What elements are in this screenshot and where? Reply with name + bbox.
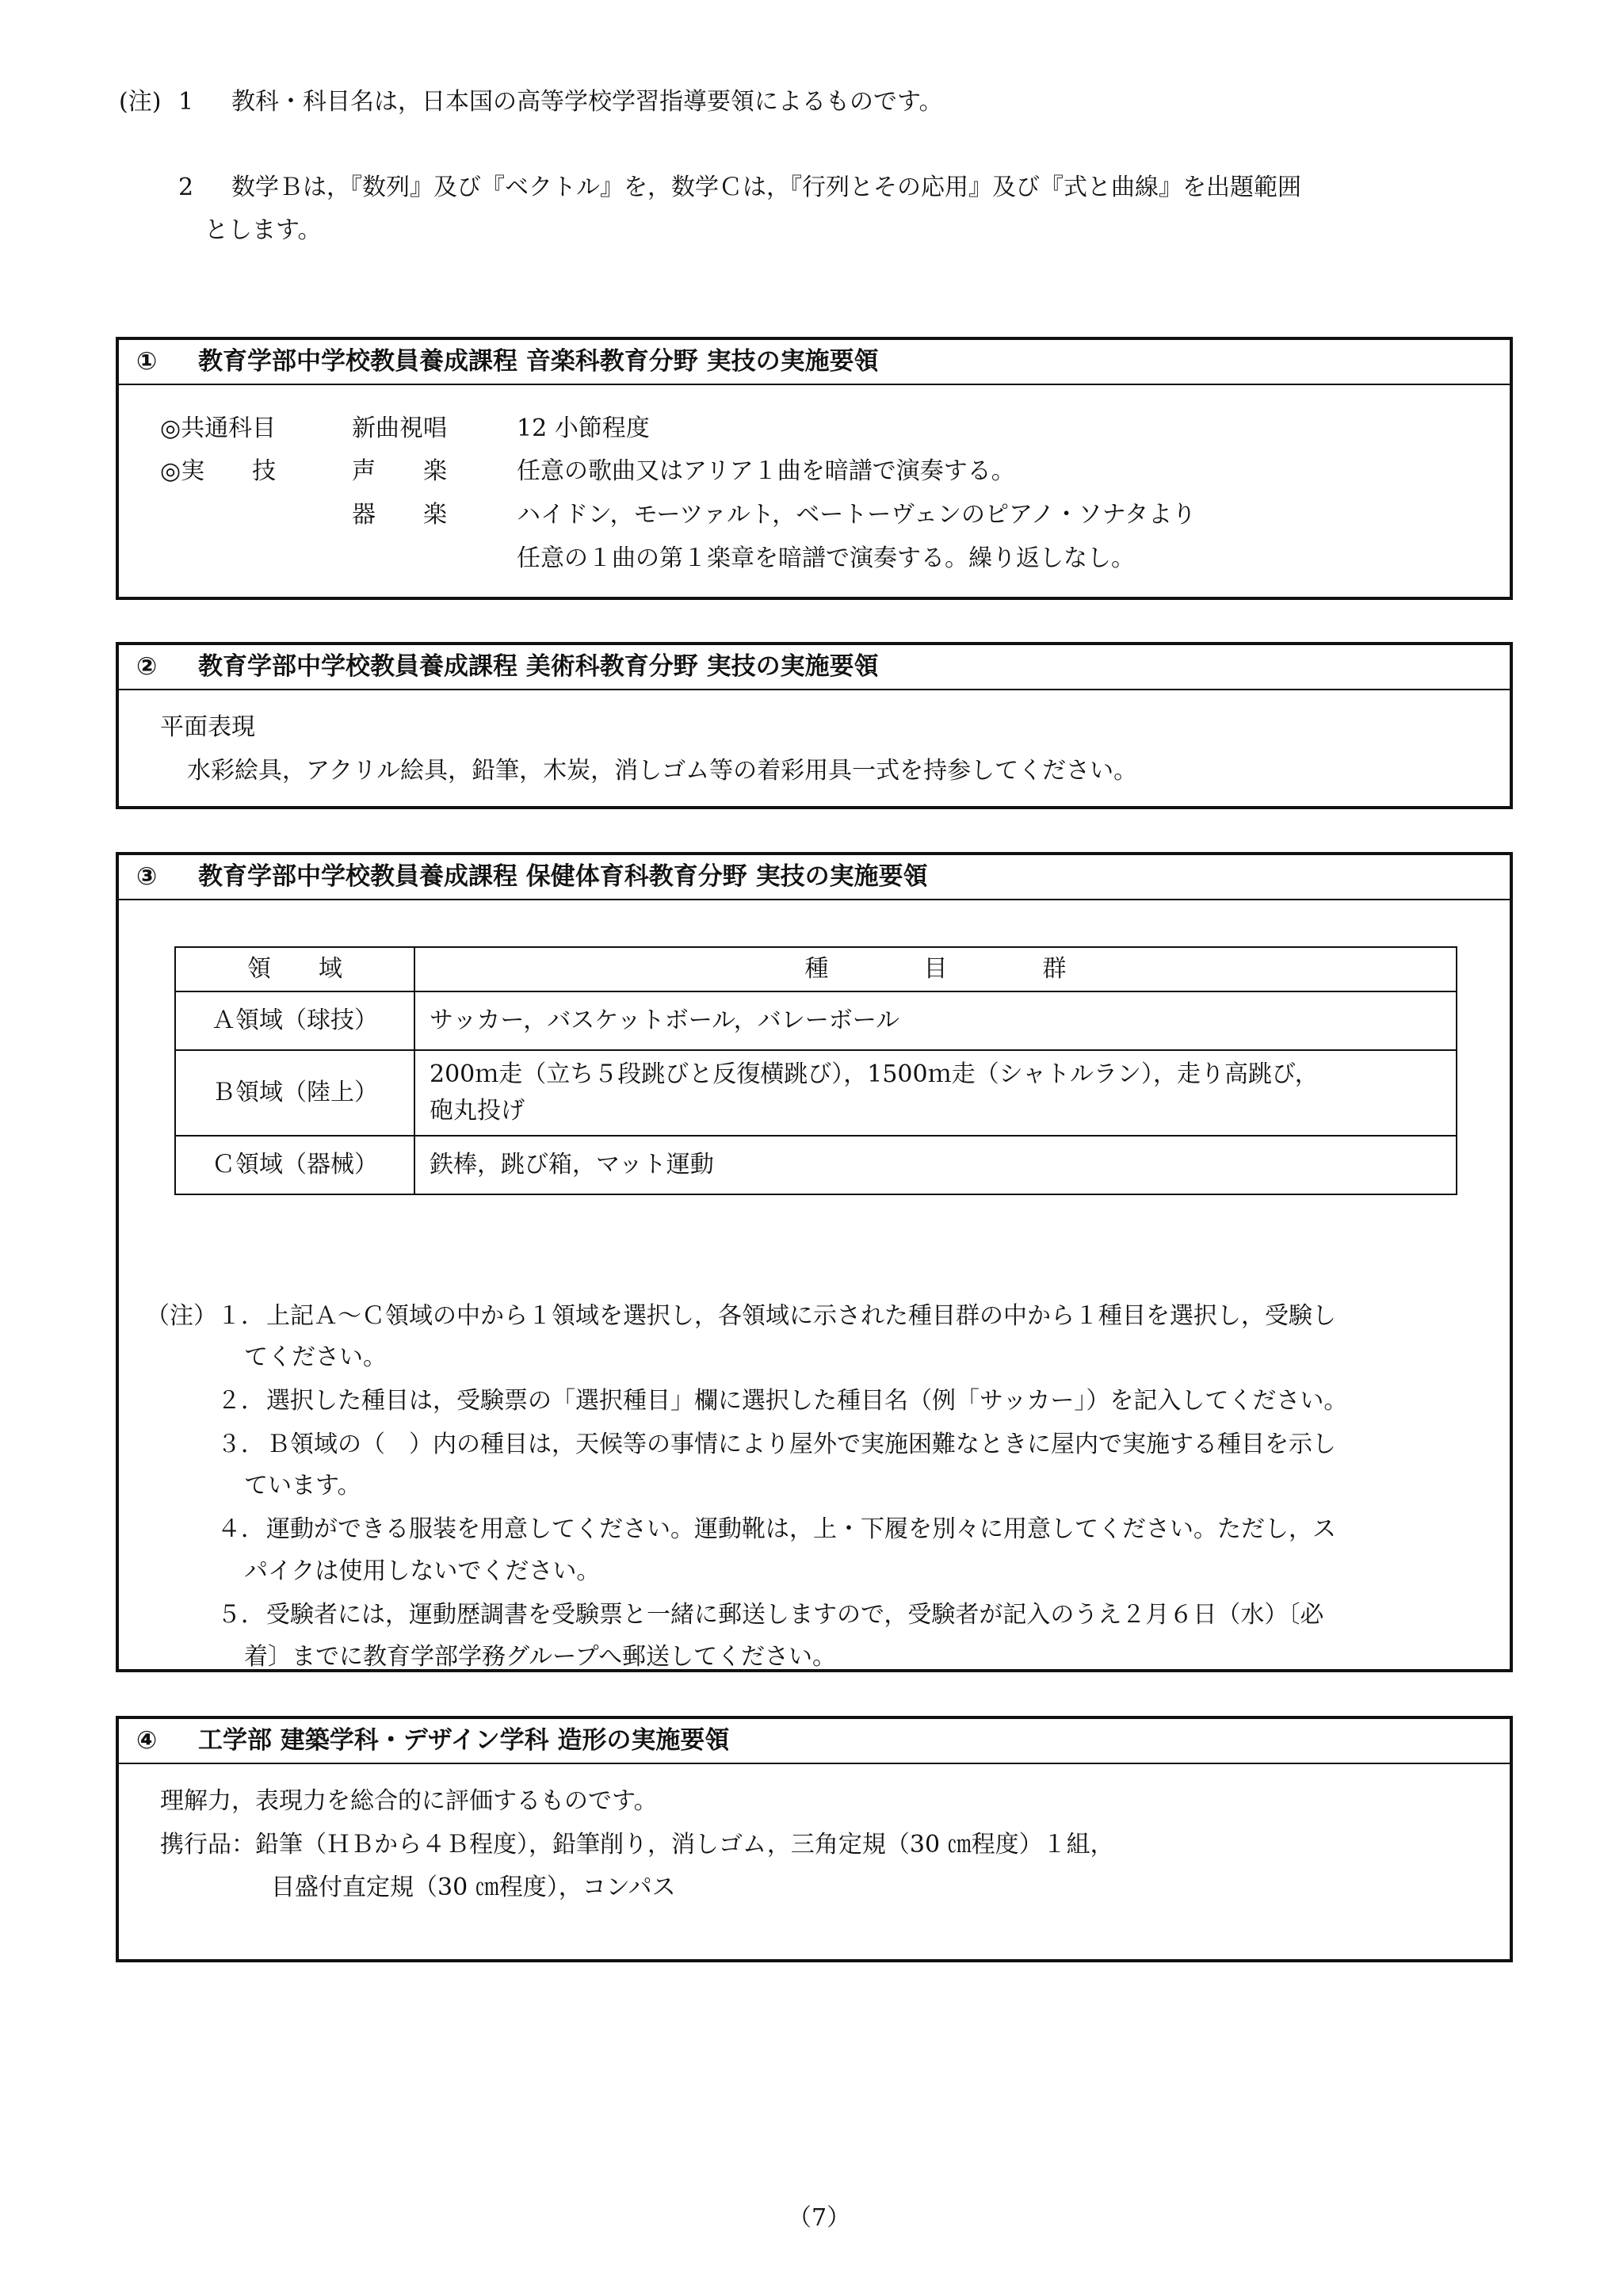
header-domain: 領 域 xyxy=(175,947,414,991)
pe-note-number: ２． xyxy=(217,1387,265,1415)
note-2-line-2: とします。 xyxy=(204,216,322,244)
vocal-detail: 任意の歌曲又はアリア１曲を暗譜で演奏する。 xyxy=(517,457,1015,485)
note-1-number: 1 xyxy=(178,88,194,116)
section-architecture xyxy=(116,1716,1513,1962)
instrument-detail-1: ハイドン，モーツァルト，ベートーヴェンのピアノ・ソナタより xyxy=(517,501,1197,529)
events-cell xyxy=(414,1050,1457,1136)
architecture-line-1: 理解力，表現力を総合的に評価するものです。 xyxy=(160,1787,658,1815)
instrument-item: 器 楽 xyxy=(352,501,447,529)
section-title: 工学部 建築学科・デザイン学科 造形の実施要領 xyxy=(198,1726,730,1755)
pe-note-text: 運動ができる服装を用意してください。運動靴は，上・下履を別々に用意してください。ただし，ス xyxy=(266,1515,1336,1543)
practical-label: ◎実 技 xyxy=(160,457,277,485)
note-2-number: 2 xyxy=(178,174,194,201)
common-subject-item: 新曲視唱 xyxy=(352,415,447,442)
architecture-items-line: 携行品：鉛筆（ＨＢから４Ｂ程度），鉛筆削り，消しゴム，三角定規（30 ㎝程度）１組， xyxy=(160,1831,1114,1859)
section-music-header xyxy=(119,340,1510,385)
common-subject-detail: 12 小節程度 xyxy=(517,415,650,442)
note-2-line-1: 数学Ｂは，『数列』及び『ベクトル』を，数学Ｃは，『行列とその応用』及び『式と曲線』を出題範囲 xyxy=(231,174,1301,201)
art-line-1: 平面表現 xyxy=(160,713,255,741)
pe-note-text: 上記Ａ～Ｃ領域の中から１領域を選択し，各領域に示された種目群の中から１種目を選択し，受験し xyxy=(266,1302,1336,1330)
section-number: ③ xyxy=(136,862,158,891)
section-music xyxy=(116,337,1513,600)
note-1-text: 教科・科目名は，日本国の高等学校学習指導要領によるものです。 xyxy=(231,88,943,116)
table-header-row xyxy=(175,947,1457,991)
events-line-2: 砲丸投げ xyxy=(430,1097,525,1125)
pe-note-number: ５． xyxy=(217,1601,265,1629)
pe-notes-label: （注） xyxy=(146,1302,217,1330)
pe-note-text-continued: てください。 xyxy=(244,1343,387,1371)
events-table xyxy=(174,946,1457,1195)
pe-note-text: Ｂ領域の（ ）内の種目は，天候等の事情により屋外で実施困難なときに屋内で実施する種目を示し xyxy=(266,1431,1336,1458)
section-number: ① xyxy=(136,347,158,376)
section-title: 教育学部中学校教員養成課程 美術科教育分野 実技の実施要領 xyxy=(198,652,879,681)
table-row xyxy=(175,1050,1457,1136)
pe-note-number: １． xyxy=(217,1302,265,1330)
header-events: 種 目 群 xyxy=(414,947,1457,991)
notes-label: (注) xyxy=(119,88,162,116)
events-cell: 鉄棒，跳び箱，マット運動 xyxy=(414,1136,1457,1194)
common-subject-label: ◎共通科目 xyxy=(160,415,277,442)
art-line-2: 水彩絵具，アクリル絵具，鉛筆，木炭，消しゴム等の着彩用具一式を持参してください。 xyxy=(187,757,1138,785)
section-title: 教育学部中学校教員養成課程 保健体育科教育分野 実技の実施要領 xyxy=(198,862,928,891)
pe-note-text-continued: パイクは使用しないでください。 xyxy=(244,1557,601,1585)
architecture-items-line-continued: 目盛付直定規（30 ㎝程度），コンパス xyxy=(271,1874,676,1901)
events-line-1: 200ｍ走（立ち５段跳びと反復横跳び），1500ｍ走（シャトルラン），走り高跳び， xyxy=(430,1060,1319,1088)
section-architecture-header xyxy=(119,1719,1510,1764)
section-art-header xyxy=(119,645,1510,690)
pe-note-text: 選択した種目は，受験票の「選択種目」欄に選択した種目名（例「サッカー」）を記入してください。 xyxy=(266,1387,1348,1415)
pe-note-text: 受験者には，運動歴調書を受験票と一緒に郵送しますので，受験者が記入のうえ２月６日（水）〔必 xyxy=(266,1601,1324,1629)
pe-note-text-continued: ています。 xyxy=(244,1472,361,1499)
pe-note-number: ３． xyxy=(217,1431,265,1458)
pe-note-number: ４． xyxy=(217,1515,265,1543)
section-pe xyxy=(116,852,1513,1672)
section-title: 教育学部中学校教員養成課程 音楽科教育分野 実技の実施要領 xyxy=(198,347,879,376)
pe-note-text-continued: 着〕までに教育学部学務グループへ郵送してください。 xyxy=(244,1643,836,1671)
domain-cell: Ｂ領域（陸上） xyxy=(175,1050,414,1136)
section-number: ④ xyxy=(136,1726,158,1755)
table-row xyxy=(175,991,1457,1050)
section-number: ② xyxy=(136,652,158,681)
table-row xyxy=(175,1136,1457,1194)
domain-cell: Ａ領域（球技） xyxy=(175,991,414,1050)
page-number: （7） xyxy=(788,2204,851,2232)
instrument-detail-2: 任意の１曲の第１楽章を暗譜で演奏する。繰り返しなし。 xyxy=(517,544,1135,572)
section-pe-header xyxy=(119,855,1510,900)
domain-cell: Ｃ領域（器械） xyxy=(175,1136,414,1194)
section-art xyxy=(116,642,1513,809)
vocal-item: 声 楽 xyxy=(352,457,447,485)
events-cell: サッカー，バスケットボール，バレーボール xyxy=(414,991,1457,1050)
